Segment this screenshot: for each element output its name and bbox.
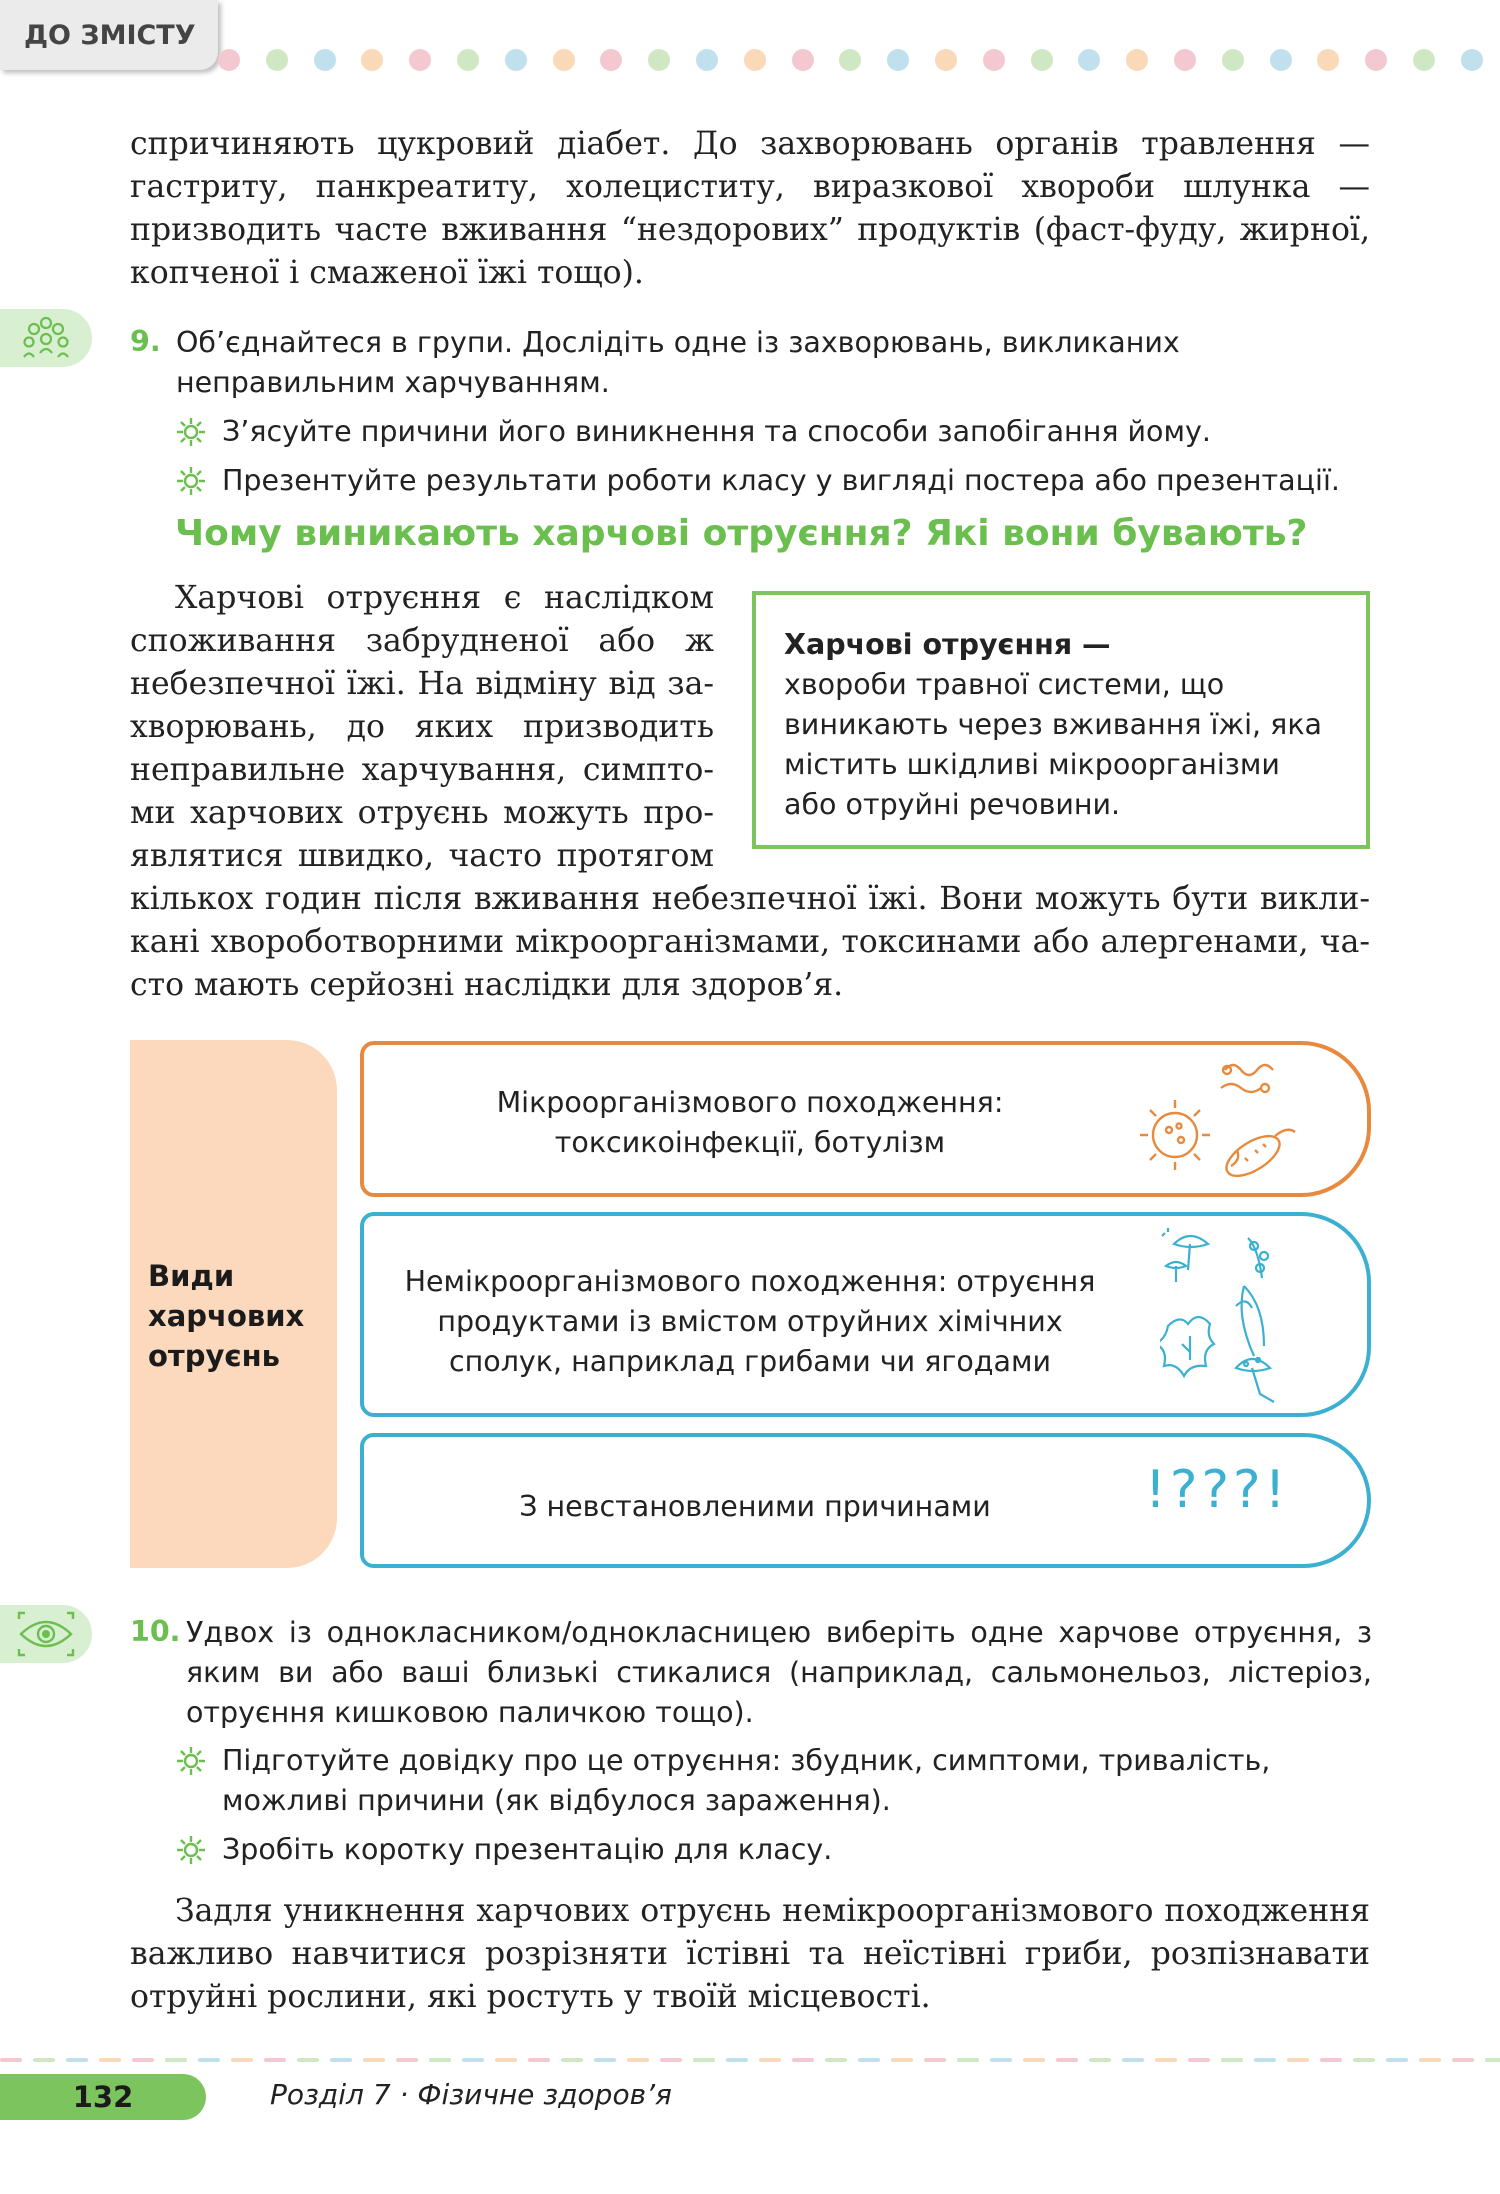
poisoning-type-text: Немікроорганізмового походження: отруєння продуктами із вмістом отруйних хімічних сполук, наприклад грибами чи ягодами: [404, 1265, 1096, 1378]
decorative-dash: [891, 2058, 913, 2062]
decorative-dot: [1174, 49, 1196, 71]
sun-bullet-icon: [176, 412, 222, 452]
decorative-dash: [198, 2058, 220, 2062]
diagram-title: Види харчових отруєнь: [148, 1259, 305, 1373]
decorative-dash: [1188, 2058, 1210, 2062]
decorative-dot: [839, 49, 861, 71]
decorative-dot: [792, 49, 814, 71]
poisoning-type-text: Мікроорганізмового походження: токсикоінфекції, ботулізм: [496, 1086, 1004, 1159]
decorative-dash: [330, 2058, 352, 2062]
task-10-bullet: [176, 1741, 1372, 1821]
decorative-dash: [1155, 2058, 1177, 2062]
decorative-dash: [627, 2058, 649, 2062]
decorative-dash: [495, 2058, 517, 2062]
decorative-dot: [457, 49, 479, 71]
definition-box: [752, 591, 1370, 849]
decorative-dash: [462, 2058, 484, 2062]
decorative-dot: [1078, 49, 1100, 71]
decorative-dash: [528, 2058, 550, 2062]
task-9-bullet: [176, 461, 1372, 501]
intro-paragraph: спричиняють цукровий діабет. До захворювань органів травлення — гастриту, панкреатиту, холециститу, виразкової хвороби шлунка — призводить часте вживання “нездорових” продуктів (фаст-фуду, жирної, копченої і смаженої їжі тощо).: [130, 126, 1370, 291]
poisonous-plants-mushrooms-icon: [1160, 1226, 1300, 1406]
decorative-dash: [429, 2058, 451, 2062]
decorative-dot: [1461, 49, 1483, 71]
decorative-dot: [648, 49, 670, 71]
question-marks-icon: !???!: [1145, 1460, 1290, 1520]
decorative-dash: [1452, 2058, 1474, 2062]
decorative-dot: [266, 49, 288, 71]
decorative-dot: [696, 49, 718, 71]
closing-paragraph-line: отруйні рослини, які ростуть у твоїй місцевості.: [130, 1979, 931, 2015]
decorative-dot: [887, 49, 909, 71]
decorative-dot: [218, 49, 240, 71]
main-paragraph-continued: [130, 878, 1370, 1007]
decorative-dash: [660, 2058, 682, 2062]
main-paragraph-line: небезпечної їжі. На відміну від за-: [130, 666, 714, 702]
decorative-dot: [1317, 49, 1339, 71]
main-paragraph-line: хворювань, до яких призводить: [130, 709, 714, 745]
decorative-dash: [1386, 2058, 1408, 2062]
decorative-dash: [825, 2058, 847, 2062]
section-heading: Чому виникають харчові отруєння? Які вони бувають?: [175, 513, 1308, 554]
toc-button[interactable]: [0, 0, 218, 70]
decorative-dash: [1221, 2058, 1243, 2062]
decorative-dot: [409, 49, 431, 71]
task-9-bullet-text: Презентуйте результати роботи класу у вигляді постера або презентації.: [222, 464, 1340, 497]
task-10-bullet-text: Зробіть коротку презентацію для класу.: [222, 1833, 833, 1866]
main-paragraph-line: кані хвороботворними мікроорганізмами, токсинами або алергенами, ча-: [130, 924, 1370, 960]
decorative-dash: [99, 2058, 121, 2062]
closing-paragraph-line: важливо навчитися розрізняти їстівні та неїстівні гриби, розпізнавати: [130, 1936, 1370, 1972]
sun-bullet-icon: [176, 1830, 222, 1870]
task-10-text: Удвох із однокласником/однокласницею виберіть одне харчове отруєння, з яким ви або ваші близькі стикалися (наприклад, сальмонельоз, лістеріоз, отруєння кишковою паличкою тощо).: [186, 1616, 1372, 1729]
footer-section-title: Розділ 7 · Фізичне здоров’я: [270, 2078, 672, 2111]
poisoning-type-text: З невстановленими причинами: [519, 1490, 991, 1523]
decorative-dash: [957, 2058, 979, 2062]
decorative-dot: [1126, 49, 1148, 71]
decorative-dash: [792, 2058, 814, 2062]
decorative-dash: [1419, 2058, 1441, 2062]
footer-dashed-line: [0, 2058, 1500, 2066]
decorative-dash: [264, 2058, 286, 2062]
task-10-number: 10.: [130, 1615, 181, 1648]
decorative-dash: [297, 2058, 319, 2062]
decorative-dash: [396, 2058, 418, 2062]
decorative-dash: [165, 2058, 187, 2062]
main-paragraph-line: сто мають серйозні наслідки для здоров’я.: [130, 967, 844, 1003]
decorative-dash: [1353, 2058, 1375, 2062]
page-number: 132: [0, 2074, 206, 2120]
decorative-dash: [858, 2058, 880, 2062]
decorative-dash: [726, 2058, 748, 2062]
decorative-dash: [693, 2058, 715, 2062]
decorative-dash: [231, 2058, 253, 2062]
decorative-dash: [924, 2058, 946, 2062]
task-9-bullet: [176, 412, 1372, 452]
closing-paragraph-line: Задля уникнення харчових отруєнь немікроорганізмового походження: [175, 1893, 1370, 1929]
sun-bullet-icon: [176, 461, 222, 501]
decorative-dot: [1413, 49, 1435, 71]
decorative-dot: [361, 49, 383, 71]
decorative-dot: [983, 49, 1005, 71]
main-paragraph-line: неправильне харчування, симпто-: [130, 752, 714, 788]
decorative-dash: [990, 2058, 1012, 2062]
task-9-text: Об’єднайтеся в групи. Дослідіть одне із захворювань, викликаних неправильним харчуванням.: [176, 326, 1180, 399]
decorative-dash: [33, 2058, 55, 2062]
decorative-dash: [1023, 2058, 1045, 2062]
decorative-dash: [1287, 2058, 1309, 2062]
decorative-dot: [744, 49, 766, 71]
main-paragraph-line: споживання забрудненої або ж: [130, 623, 714, 659]
main-paragraph-line: кількох годин після вживання небезпечної їжі. Вони можуть бути викли-: [130, 881, 1370, 917]
decorative-dash: [1320, 2058, 1342, 2062]
decorative-dot: [1365, 49, 1387, 71]
decorative-dot: [505, 49, 527, 71]
decorative-dot: [935, 49, 957, 71]
decorative-dot-row: [218, 49, 1498, 75]
closing-paragraph: [130, 1890, 1370, 2019]
decorative-dot: [1031, 49, 1053, 71]
decorative-dash: [1254, 2058, 1276, 2062]
eye-observe-icon: [0, 1605, 92, 1663]
decorative-dash: [561, 2058, 583, 2062]
decorative-dash: [1485, 2058, 1500, 2062]
main-paragraph-left: [130, 577, 714, 878]
main-paragraph-line: являтися швидко, часто протягом: [130, 838, 714, 874]
decorative-dash: [132, 2058, 154, 2062]
definition-text: хвороби травної системи, що виникають через вживання їжі, яка містить шкідливі мікроорганізми або отруйні речовини.: [784, 668, 1322, 821]
microbes-icon: [1135, 1050, 1305, 1190]
decorative-dot: [1222, 49, 1244, 71]
decorative-dash: [759, 2058, 781, 2062]
toc-label: ДО ЗМІСТУ: [24, 19, 196, 51]
main-paragraph-line: ми харчових отруєнь можуть про-: [130, 795, 714, 831]
decorative-dash: [0, 2058, 22, 2062]
decorative-dot: [600, 49, 622, 71]
task-9-number: 9.: [130, 325, 161, 358]
decorative-dash: [363, 2058, 385, 2062]
decorative-dash: [594, 2058, 616, 2062]
decorative-dash: [1122, 2058, 1144, 2062]
decorative-dash: [1089, 2058, 1111, 2062]
task-10-bullet: [176, 1830, 1372, 1870]
definition-term: Харчові отруєння —: [784, 628, 1111, 661]
task-10-bullet-text: Підготуйте довідку про це отруєння: збудник, симптоми, тривалість, можливі причини (як відбулося зараження).: [222, 1744, 1271, 1817]
main-paragraph-line: Харчові отруєння є наслідком: [175, 580, 714, 616]
decorative-dash: [66, 2058, 88, 2062]
group-work-icon: [0, 309, 92, 367]
task-9-bullet-text: З’ясуйте причини його виникнення та способи запобігання йому.: [222, 415, 1211, 448]
decorative-dot: [1270, 49, 1292, 71]
decorative-dot: [314, 49, 336, 71]
decorative-dot: [553, 49, 575, 71]
sun-bullet-icon: [176, 1741, 222, 1781]
decorative-dash: [1056, 2058, 1078, 2062]
